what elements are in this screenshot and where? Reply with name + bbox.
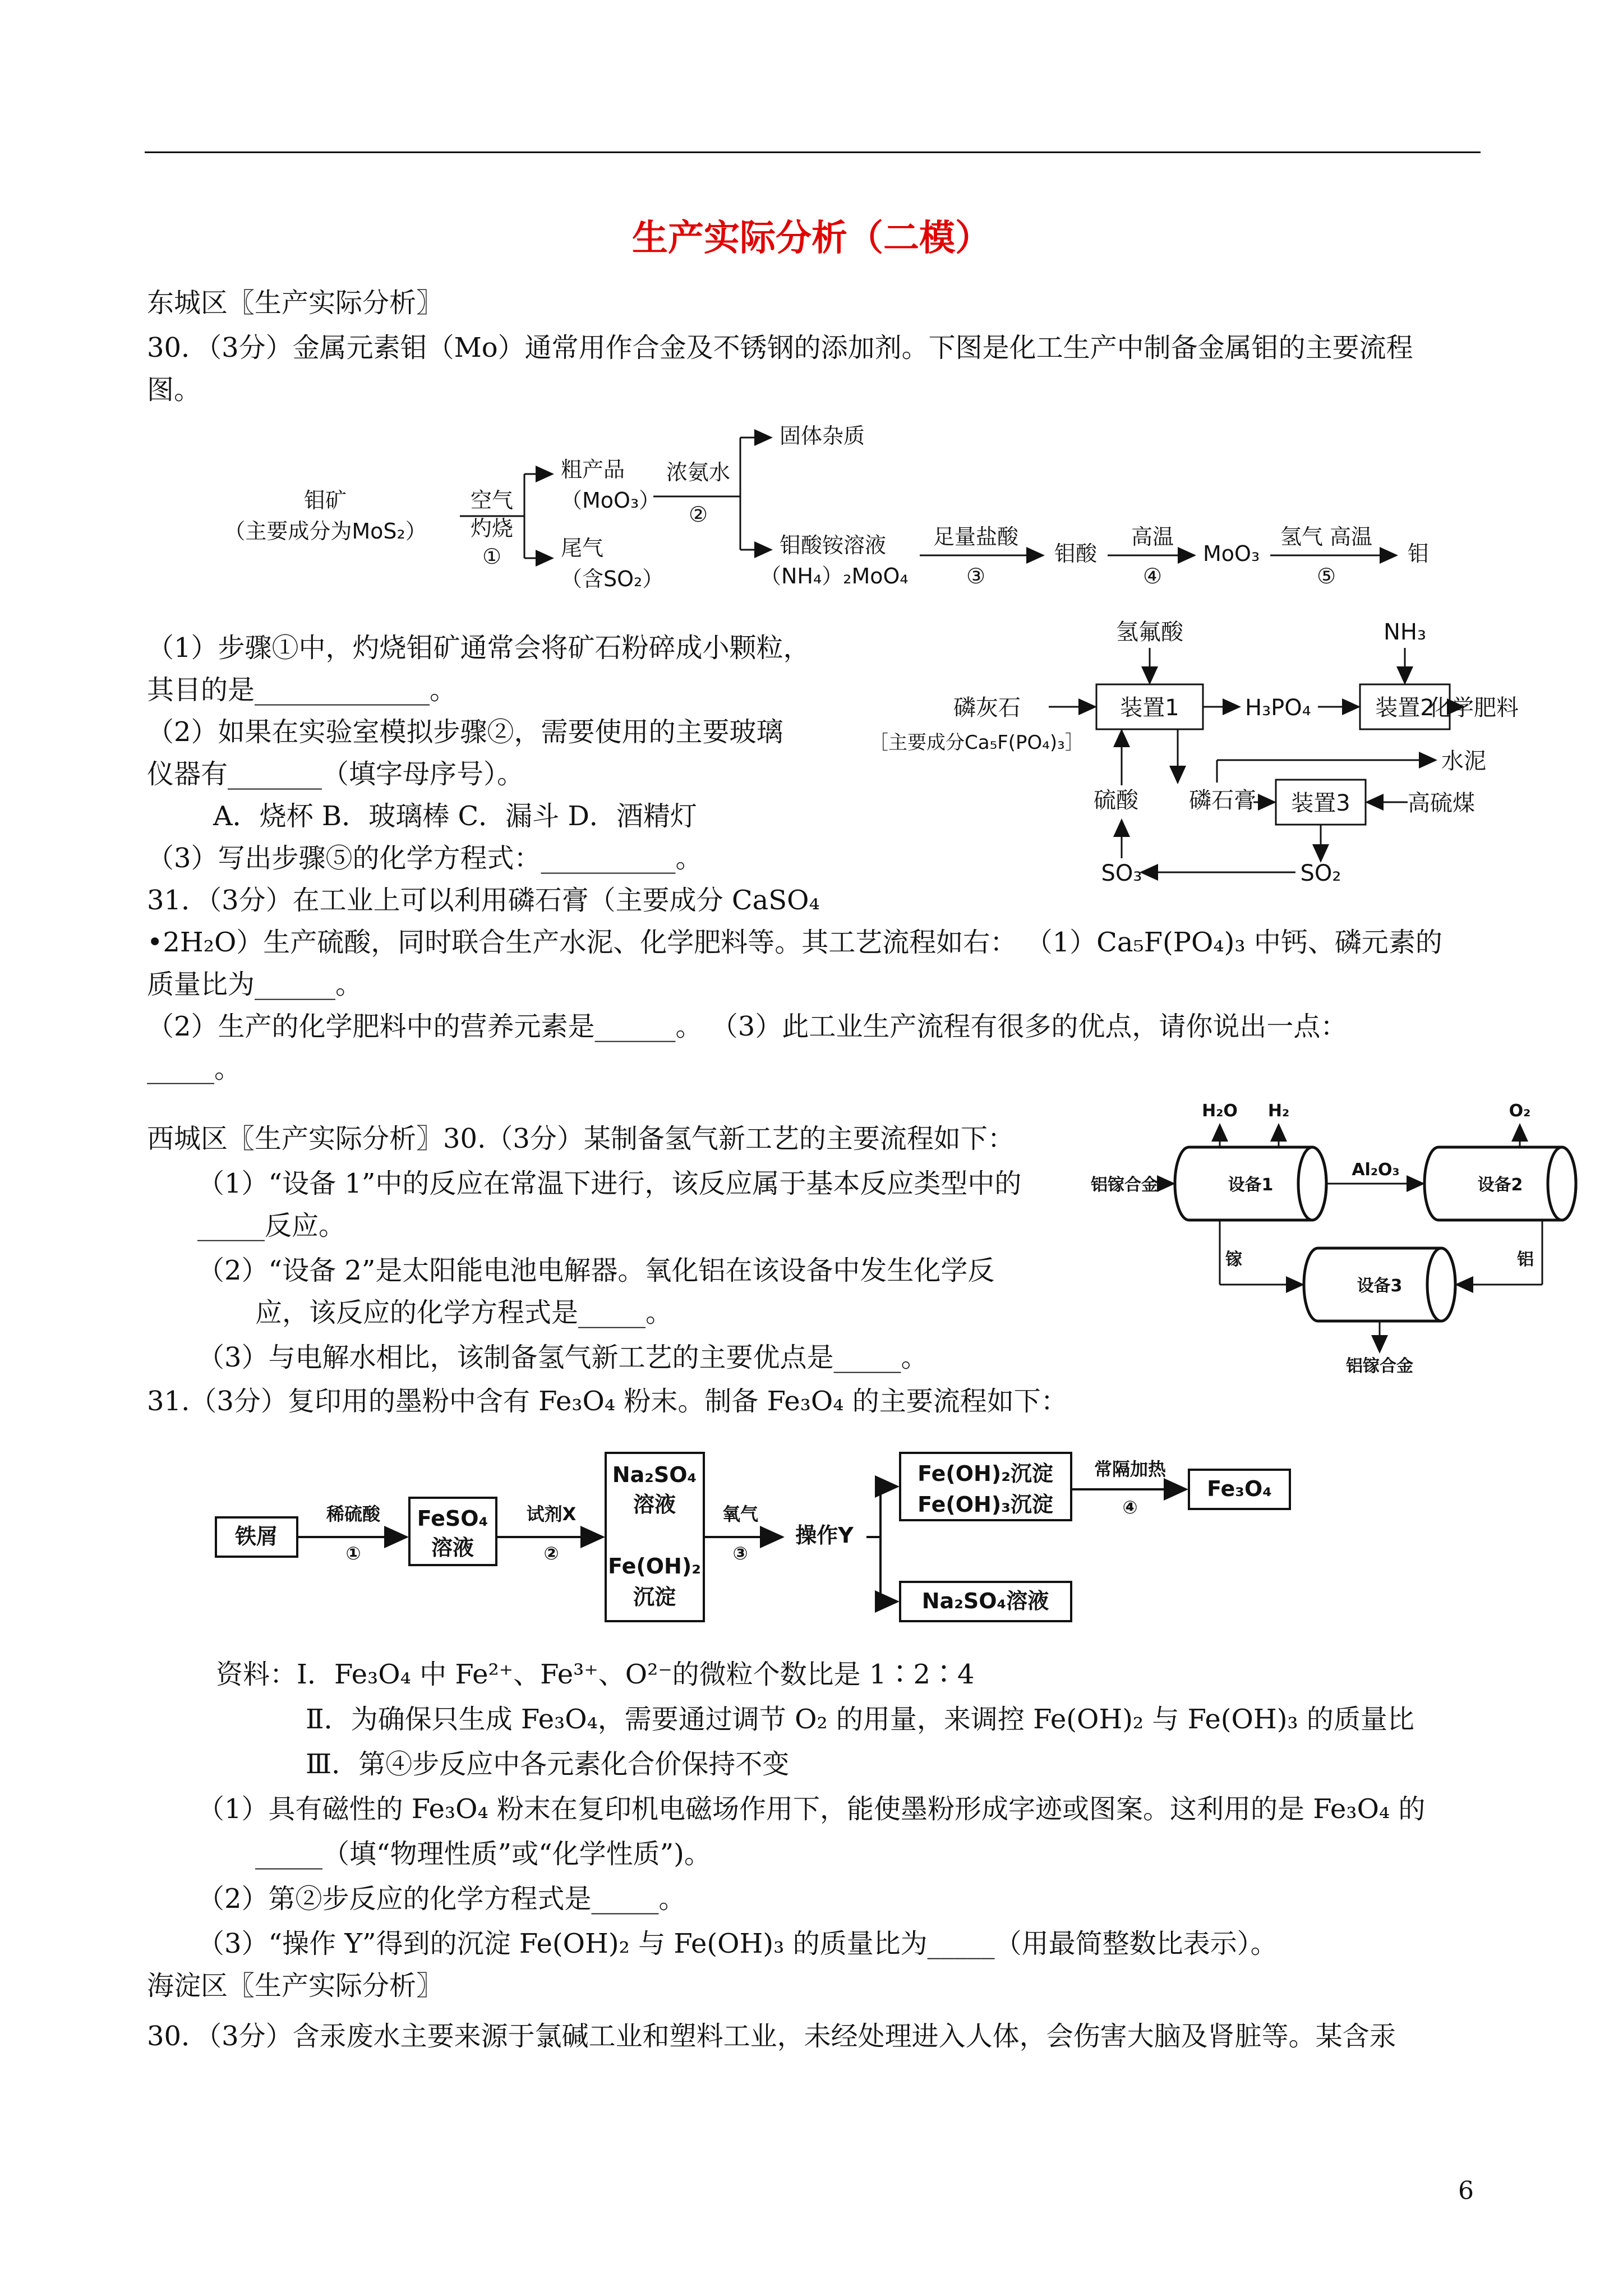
flow-label: 水泥 [1441,748,1486,774]
question-text: _____反应。 [197,1210,346,1241]
flow-label: 镓 [1225,1250,1242,1269]
flow-label: Na₂SO₄ [612,1462,697,1487]
flow-label: 溶液 [633,1492,676,1517]
flow-label: 尾气 [561,536,604,560]
flow-label: 钼酸铵溶液 [780,533,887,558]
question-text: （1）“设备 1”中的反应在常温下进行，该反应属于基本反应类型中的 [197,1168,1022,1199]
flow-label: ⑤ [1316,564,1336,588]
flow-label: ［主要成分Ca₅F(PO₄)₃］ [869,731,1084,754]
answer-options: A．烧杯 B．玻璃棒 C．漏斗 D．酒精灯 [213,800,697,832]
flow-label: 磷灰石 [953,695,1021,721]
flow-label: Fe(OH)₂ [608,1554,701,1579]
flow-label: 氧气 [722,1503,759,1525]
flow-label: 设备1 [1228,1175,1274,1195]
flow-label: ② [688,502,708,527]
question-text: （3）写出步骤⑤的化学方程式：__________。 [147,843,703,874]
question-text: 其目的是_____________。 [147,674,457,706]
question-text: 质量比为______。 [147,969,363,1000]
flow-label: 硫酸 [1094,788,1138,813]
flow-label: SO₂ [1300,861,1341,886]
flow-label: 钼矿 [303,488,347,513]
flow-label: ④ [1122,1497,1138,1518]
flow-label: MoO₃ [1203,541,1260,566]
flow-label: SO₃ [1101,861,1142,886]
flow-label: 灼烧 [470,516,514,541]
flow-label: ③ [732,1543,748,1564]
flow-label: FeSO₄ [417,1506,488,1531]
flow-label: H₃PO₄ [1245,695,1311,721]
flow-label: 氢气 高温 [1280,524,1373,549]
section-header-xicheng: 西城区〖生产实际分析〗30.（3分）某制备氢气新工艺的主要流程如下： [147,1123,1015,1154]
flow-label: 高硫煤 [1408,790,1475,816]
info-text: Ⅲ．第④步反应中各元素化合价保持不变 [306,1749,790,1780]
fe3o4-flow-diagram [216,1447,1298,1632]
flow-label: 固体杂质 [780,424,865,448]
question-text: （3）与电解水相比，该制备氢气新工艺的主要优点是_____。 [197,1342,928,1373]
flow-label: 氢氟酸 [1116,619,1183,645]
flow-label: 铝镓合金 [1346,1356,1413,1376]
section-header-haidian: 海淀区〖生产实际分析〗 [147,1970,444,2001]
flow-label: 高温 [1131,524,1174,549]
flow-label: ① [482,544,502,569]
flow-label: Fe₃O₄ [1207,1476,1272,1501]
flow-label: 设备3 [1357,1276,1403,1296]
flow-label: 铝镓合金 [1091,1175,1158,1195]
flow-label: Fe(OH)₂沉淀 [917,1461,1053,1486]
flow-label: 常隔加热 [1094,1458,1166,1480]
phosphogypsum-flow-diagram [858,611,1519,898]
flow-label: 铁屑 [234,1524,278,1549]
question-text: 30．（3分）含汞废水主要来源于氯碱工业和塑料工业，未经处理进入人体，会伤害大脑及肾脏等。某含汞 [147,2021,1396,2052]
flow-label: 操作Y [795,1523,854,1548]
flow-label: 钼 [1408,541,1430,566]
question-text: 应，该反应的化学方程式是_____。 [255,1297,673,1328]
question-text: （3）“操作 Y”得到的沉淀 Fe(OH)₂ 与 Fe(OH)₃ 的质量比为_____（用最简整数比表示）。 [197,1928,1278,1959]
question-text: _____（填“物理性质”或“化学性质”)。 [255,1838,711,1870]
question-text: 30．（3分）金属元素钼（Mo）通常用作合金及不锈钢的添加剂。下图是化工生产中制备金属钼的主要流程 [147,332,1413,364]
flow-label: 沉淀 [633,1585,676,1609]
flow-label: Al₂O₃ [1352,1160,1400,1180]
flow-label: H₂ [1267,1101,1290,1121]
flow-label: 装置1 [1120,695,1179,721]
flow-label: H₂O [1202,1101,1238,1121]
flow-label: O₂ [1509,1101,1531,1121]
flow-label: ① [345,1543,361,1564]
flow-label: 铝 [1517,1250,1534,1269]
flow-label: NH₃ [1383,619,1427,645]
question-text: 仪器有_______（填字母序号）。 [147,758,524,790]
page-title: 生产实际分析（二模） [632,217,991,259]
info-text: Ⅱ．为确保只生成 Fe₃O₄，需要通过调节 O₂ 的用量，来调控 Fe(OH)₂ 与 Fe(OH)₃ 的质量比 [306,1704,1414,1735]
flow-label: 足量盐酸 [933,524,1019,549]
flow-label: ③ [966,564,986,588]
question-text: （2）生产的化学肥料中的营养元素是______。 （3）此工业生产流程有很多的优点，请你说出一点： [147,1011,1348,1042]
question-text: （2）第②步反应的化学方程式是_____。 [197,1883,686,1915]
hydrogen-flow-diagram [1091,1099,1584,1380]
flow-label: 设备2 [1477,1175,1523,1195]
flow-label: 磷石膏 [1189,788,1256,813]
flow-label: 溶液 [431,1535,474,1560]
flow-label: ④ [1142,564,1163,588]
question-text: 31．（3分）在工业上可以利用磷石膏（主要成分 CaSO₄ [147,885,820,916]
flow-label: 稀硫酸 [326,1503,381,1525]
flow-label: 浓氨水 [666,460,731,485]
info-text: 资料：Ⅰ．Fe₃O₄ 中 Fe²⁺、Fe³⁺、O²⁻的微粒个数比是 1∶2∶4 [216,1659,975,1690]
molybdenum-flow-diagram [224,418,1453,597]
flow-label: （NH₄）₂MoO₄ [760,564,909,588]
question-text: （1）步骤①中，灼烧钼矿通常会将矿石粉碎成小颗粒， [147,632,810,664]
flow-label: 空气 [470,488,514,513]
flow-label: （MoO₃） [561,488,661,513]
question-text: _____。 [147,1053,242,1084]
flow-label: 装置3 [1291,790,1350,816]
flow-label: ② [543,1543,559,1564]
flow-label: 试剂X [526,1503,577,1525]
flow-label: （含SO₂） [561,567,664,591]
question-text: •2H₂O）生产硫酸，同时联合生产水泥、化学肥料等。其工艺流程如右： （1）Ca₅F(PO₄)₃ 中钙、磷元素的 [147,927,1442,958]
flow-label: （主要成分为MoS₂） [224,519,427,544]
page-number: 6 [1458,2177,1474,2205]
flow-label: Na₂SO₄溶液 [921,1589,1049,1613]
question-text: （1）具有磁性的 Fe₃O₄ 粉末在复印机电磁场作用下，能使墨粉形成字迹或图案。这利用的是 Fe₃O₄ 的 [197,1793,1426,1825]
question-text: 图。 [147,374,201,406]
flow-label: Fe(OH)₃沉淀 [917,1492,1053,1517]
flow-label: 钼酸 [1054,541,1098,566]
question-text: 31.（3分）复印用的墨粉中含有 Fe₃O₄ 粉末。制备 Fe₃O₄ 的主要流程如下： [147,1386,1068,1417]
flow-label: 粗产品 [561,457,625,482]
section-header-dongcheng: 东城区〖生产实际分析〗 [147,287,444,319]
flow-label: 化学肥料 [1429,695,1519,721]
flow-label: 装置2 [1375,695,1435,721]
question-text: （2）“设备 2”是太阳能电池电解器。氧化铝在该设备中发生化学反 [197,1255,995,1286]
header-rule [145,151,1481,153]
question-text: （2）如果在实验室模拟步骤②，需要使用的主要玻璃 [147,716,783,748]
